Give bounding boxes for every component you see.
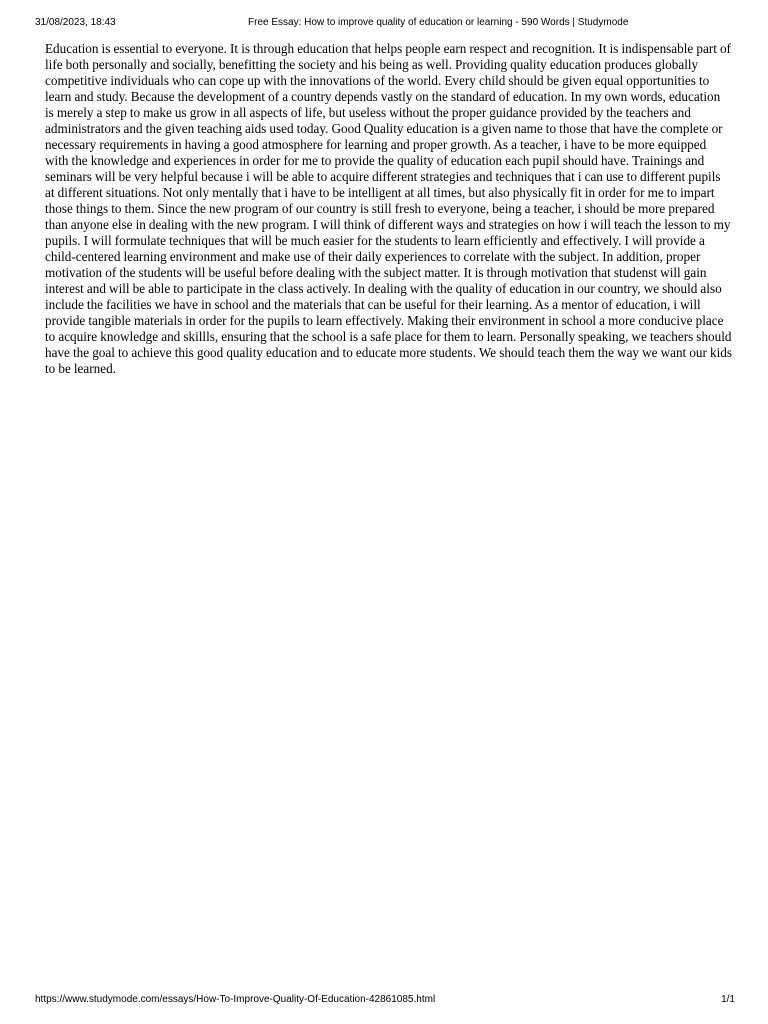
print-footer	[35, 993, 735, 1007]
essay-paragraph: Education is essential to everyone. It is through education that helps people earn respect and recognition. It is indispensable part of life both personally and socially, benefitting the society and his being as well. Providing quality education produces globally competitive individuals who can cope up with the innovations of the world. Every child should be given equal opportunities to learn and study. Because the development of a country depends vastly on the standard of education. In my own words, education is merely a step to make us grow in all aspects of life, but useless without the proper guidance provided by the teachers and administrators and the given teaching aids used today. Good Quality education is a given name to those that have the complete or necessary requirements in having a good atmosphere for learning and proper growth. As a teacher, i have to be more equipped with the knowledge and experiences in order for me to provide the quality of education each pupil should have. Trainings and seminars will be very helpful because i will be able to acquire different strategies and techniques that i can use to different pupils at different situations. Not only mentally that i have to be intelligent at all times, but also physically fit in order for me to impart those things to them. Since the new program of our country is still fresh to everyone, being a teacher, i should be more prepared than anyone else in dealing with the new program. I will think of different ways and strategies on how i will teach the lesson to my pupils. I will formulate techniques that will be much easier for the students to learn efficiently and effectively. I will provide a child-centered learning environment and make use of their daily experiences to correlate with the subject. In addition, proper motivation of the students will be useful before dealing with the subject matter. It is through motivation that studenst will gain interest and will be able to participate in the class actively. In dealing with the quality of education in our country, we should also include the facilities we have in school and the materials that can be useful for their learning. As a mentor of education, i will provide tangible materials in order for the pupils to learn effectively. Making their environment in school a more conducive place to acquire knowledge and skillls, ensuring that the school is a safe place for them to learn. Personally speaking, we teachers should have the goal to achieve this good quality education and to educate more students. We should teach them the way we want our kids to be learned.	[45, 41, 732, 376]
page-title: Free Essay: How to improve quality of education or learning - 590 Words | Studymode	[248, 17, 629, 28]
page-number: 1/1	[721, 994, 735, 1005]
print-header	[35, 16, 735, 30]
print-date-time: 31/08/2023, 18:43	[35, 17, 116, 28]
page-url: https://www.studymode.com/essays/How-To-Improve-Quality-Of-Education-42861085.html	[35, 994, 436, 1005]
essay-body	[45, 41, 732, 377]
